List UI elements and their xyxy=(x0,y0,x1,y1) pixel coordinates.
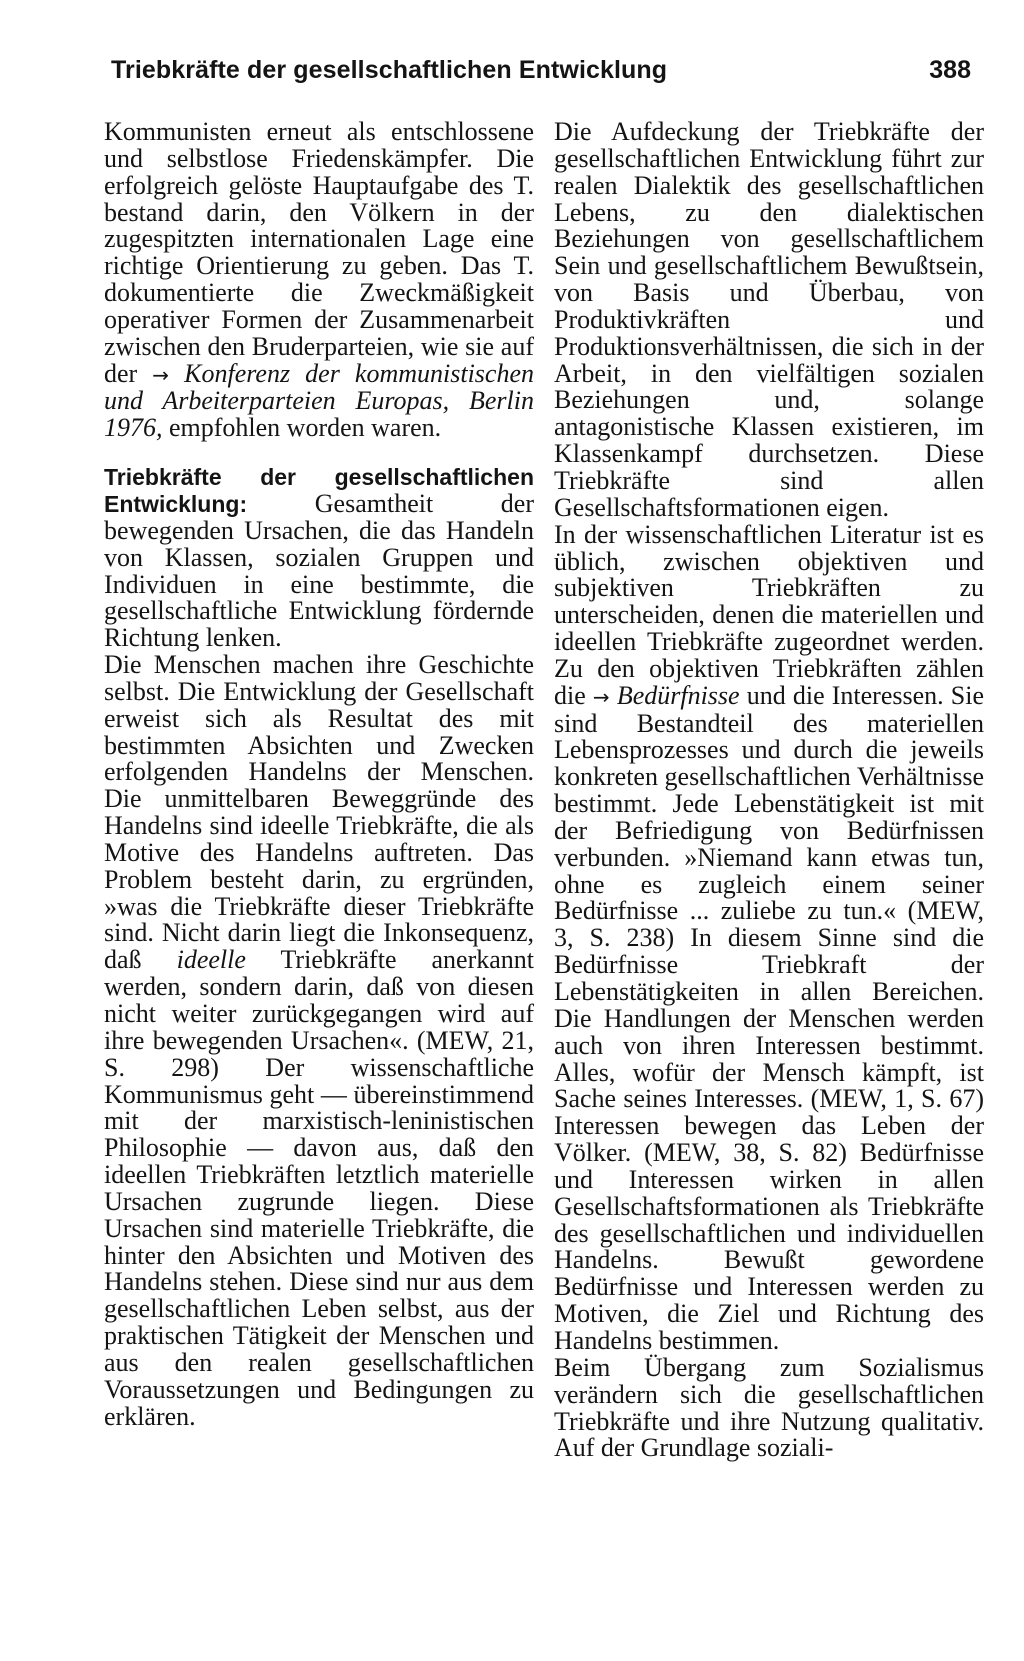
paragraph-text: In der wissenschaftlichen Literatur ist es üblich, zwischen objektiven und subjektiven Triebkräften zu unterscheiden, denen die materiellen und ideellen Triebkräfte zugeordnet werden. Zu den objektiven Triebkräften zählen die xyxy=(554,519,984,710)
entry-headword: Triebkräfte der gesellschaftlichen Entwicklung: xyxy=(104,464,534,517)
cross-reference-arrow-icon: → xyxy=(152,362,170,387)
italic-term: ideelle xyxy=(176,945,246,975)
paragraph-text: Triebkräfte anerkannt werden, sondern darin, daß von diesen nicht weiter zurückgegangen wird auf ihre bewegenden Ursachen«. (MEW, 21, S. 298) Der wissenschaftliche Kommunismus geht — übereinstimmend mit der marxistisch-leninistischen Philosophie — davon aus, daß den ideellen Triebkräften letztlich materielle Ursachen zugrunde liegen. Diese Ursachen sind materielle Triebkräfte, die hinter den Absichten und Motiven des Handelns stehen. Diese sind nur aus dem gesellschaftlichen Leben selbst, aus der praktischen Tätigkeit der Menschen und aus den realen gesellschaftlichen Voraussetzungen und Bedingungen zu erklären. xyxy=(104,945,535,1431)
cross-reference-link[interactable]: Bedürfnisse xyxy=(616,680,740,710)
right-column xyxy=(554,119,984,1462)
page-number: 388 xyxy=(929,56,971,84)
cross-reference-link[interactable]: Konferenz der kommunistischen und Arbeiterparteien Europas, Berlin 1976, xyxy=(104,358,534,443)
page-header xyxy=(111,56,971,96)
paragraph-text: und die Interessen. Sie sind Bestandteil des materiellen Lebensprozesses und durch die jeweils konkreten gesellschaftlichen Verhältnisse bestimmt. Jede Lebenstätigkeit ist mit der Befriedigung von Bedürfnissen verbunden. »Niemand kann etwas tun, ohne es zugleich einem seiner Bedürfnisse ... zuliebe zu tun.« (MEW, 3, S. 238) In diesem Sinne sind die Bedürfnisse Triebkraft der Lebenstätigkeiten in allen Bereichen. Die Handlungen der Menschen werden auch von ihren Interessen bestimmt. Alles, wofür der Mensch kämpft, ist Sache seines Interesses. (MEW, 1, S. 67) Interessen bewegen das Leben der Völker. (MEW, 38, S. 82) Bedürfnisse und Interessen wirken in allen Gesellschaftsformationen als Triebkräfte des gesellschaftlichen und individuellen Handelns. Bewußt gewordene Bedürfnisse und Interessen werden zu Motiven, die Ziel und Richtung des Handelns bestimmen. xyxy=(554,680,985,1355)
paragraph-text: Die Menschen machen ihre Geschichte selbst. Die Entwicklung der Gesellschaft erweist sich als Resultat des mit bestimmten Absichten und Zwecken erfolgenden Handelns der Menschen. Die unmittelbaren Beweggründe des Handelns sind ideelle Triebkräfte, die als Motive des Handelns auftreten. Das Problem besteht darin, zu ergründen, »was die Triebkräfte dieser Triebkräfte sind. Nicht darin liegt die Inkonsequenz, daß xyxy=(104,650,534,975)
paragraph-text: Kommunisten erneut als entschlossene und selbstlose Friedenskämpfer. Die erfolgreich gelöste Hauptaufgabe des T. bestand darin, den Völkern in der zugespitzten internationalen Lage eine richtige Orientierung zu geben. Das T. dokumentierte die Zweckmäßigkeit operativer Formen der Zusammenarbeit zwischen den Bruderparteien, wie sie auf der xyxy=(104,117,534,388)
paragraph-tribunal-continuation xyxy=(104,119,534,442)
cross-reference-arrow-icon: → xyxy=(592,684,610,709)
paragraph-text: empfohlen worden waren. xyxy=(169,413,442,443)
paragraph-history xyxy=(104,652,534,1430)
paragraph-history-continuation: Die Aufdeckung der Triebkräfte der gesellschaftlichen Entwicklung führt zur realen Dialektik des gesellschaftlichen Lebens, zu den dialektischen Beziehungen von gesellschaftlichem Sein und gesellschaftlichem Bewußtsein, von Basis und Überbau, von Produktivkräften und Produktionsverhältnissen, die sich in der Arbeit, in den vielfältigen sozialen Beziehungen und, solange antagonistische Klassen existieren, im Klassenkampf durchsetzen. Diese Triebkräfte sind allen Gesellschaftsformationen eigen. xyxy=(554,117,984,522)
definition-text: Gesamtheit der bewegenden Ursachen, die das Handeln von Klassen, sozialen Gruppen und Individuen in eine bestimmte, die gesellschaftliche Entwicklung fördernde Richtung lenken. xyxy=(104,488,535,653)
left-column xyxy=(104,119,534,1431)
paragraph-objective-subjective xyxy=(554,519,985,1355)
running-head: Triebkräfte der gesellschaftlichen Entwicklung xyxy=(111,56,668,84)
entry-definition xyxy=(104,464,534,652)
paragraph-socialism: Beim Übergang zum Sozialismus verändern sich die gesellschaftlichen Triebkräfte und ihre Nutzung qualitativ. Auf der Grundlage soziali- xyxy=(554,1352,984,1463)
